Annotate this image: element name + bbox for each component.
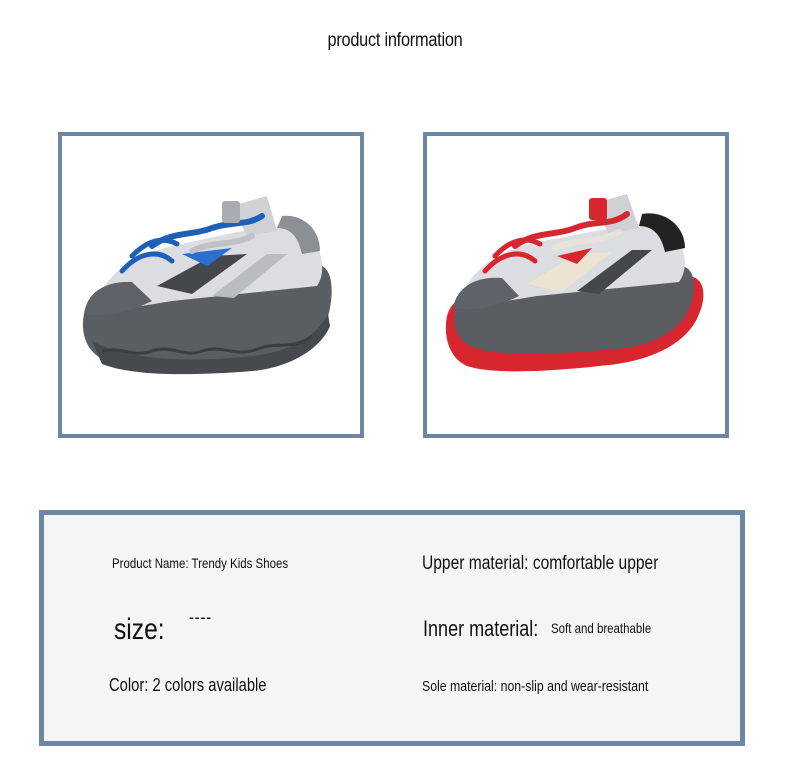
product-image-red (423, 132, 729, 438)
page-title: product information (327, 30, 463, 51)
inner-material-value: Soft and breathable (551, 620, 652, 636)
color-info: Color: 2 colors available (109, 675, 267, 695)
sneaker-blue-image (62, 136, 360, 434)
upper-material: Upper material: comfortable upper (422, 553, 659, 574)
inner-material-label: Inner material: (423, 616, 539, 641)
product-info-panel (39, 510, 745, 746)
sneaker-red-image (427, 136, 725, 434)
sole-material: Sole material: non-slip and wear-resistant (422, 678, 649, 695)
product-name: Product Name: Trendy Kids Shoes (112, 555, 289, 571)
size-value: ---- (189, 607, 212, 627)
size-label: size: (114, 613, 165, 646)
product-image-blue (58, 132, 364, 438)
